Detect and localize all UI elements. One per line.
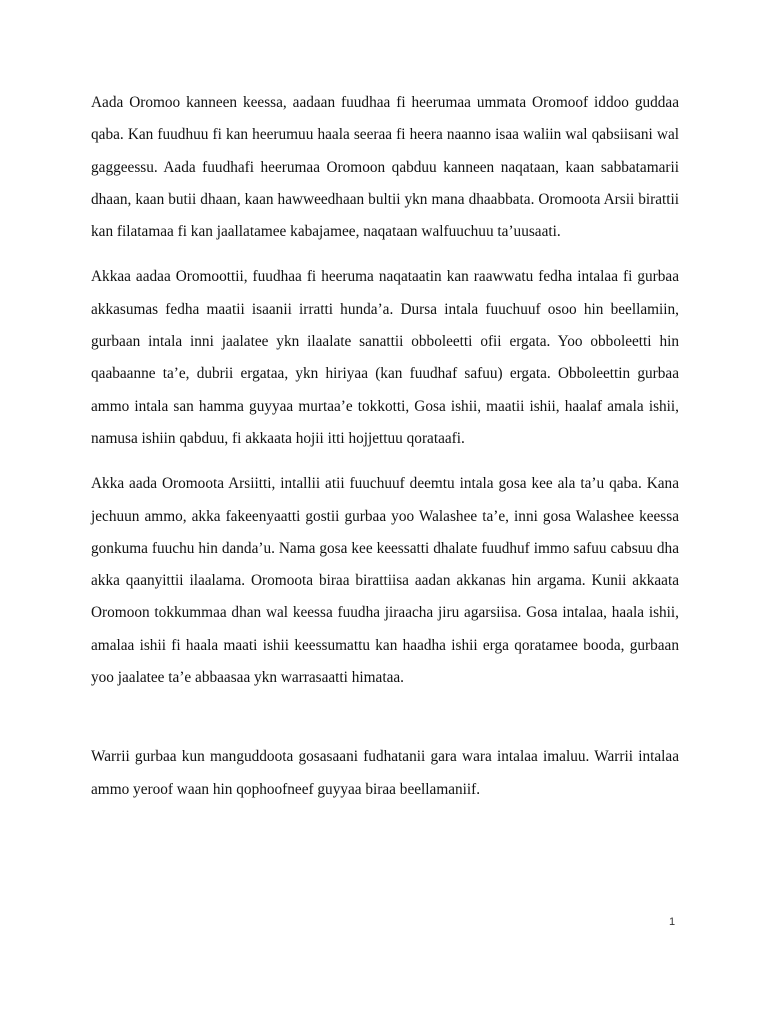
document-body xyxy=(91,87,679,806)
paragraph-3: Akka aada Oromoota Arsiitti, intallii atii fuuchuuf deemtu intala gosa kee ala ta’u qaba. Kana jechuun ammo, akka fakeenyaatti gostii gurbaa yoo Walashee ta’e, inni gosa Walashee keessa gonkuma fuuchu hin danda’u. Nama gosa kee keessatti dhalate fuudhuf immo safuu cabsuu dha akka qaanyittii ilaalama. Oromoota biraa birattiisa aadan akkanas hin argama. Kunii akkaata Oromoon tokkummaa dhan wal keessa fuudha jiraacha jiru agarsiisa. Gosa intalaa, haala ishii, amalaa ishii fi haala maati ishii keessumattu kan haadha ishii erga qoratamee booda, gurbaan yoo jaalatee ta’e abbaasaa ykn warrasaatti himataa. xyxy=(91,475,679,687)
page-number: 1 xyxy=(669,916,676,928)
paragraph-1: Aada Oromoo kanneen keessa, aadaan fuudhaa fi heerumaa ummata Oromoof iddoo guddaa qaba. Kan fuudhuu fi kan heerumuu haala seeraa fi heera naanno isaa waliin wal qabsiisani wal gaggeessu. Aada fuudhafi heerumaa Oromoon qabduu kanneen naqataan, kaan sabbatamarii dhaan, kaan butii dhaan, kaan hawweedhaan bultii ykn mana dhaabbata. Oromoota Arsii birattii kan filatamaa fi kan jaallatamee kabajamee, naqataan walfuuchuu ta’uusaati. xyxy=(91,94,679,241)
paragraph-2: Akkaa aadaa Oromoottii, fuudhaa fi heeruma naqataatin kan raawwatu fedha intalaa fi gurbaa akkasumas fedha maatii isaanii irratti hunda’a. Dursa intala fuuchuuf osoo hin beellamiin, gurbaan intala inni jaalatee ykn ilaalate sanattii obboleetti ofii ergata. Yoo obboleetti hin qaabaanne ta’e, dubrii ergataa, ykn hiriyaa (kan fuudhaf safuu) ergata. Obboleettin gurbaa ammo intala san hamma guyyaa murtaa’e tokkotti, Gosa ishii, maatii ishii, haalaf amala ishii, namusa ishiin qabduu, fi akkaata hojii itti hojjettuu qorataafi. xyxy=(91,268,679,447)
paragraph-4: Warrii gurbaa kun manguddoota gosasaani fudhatanii gara wara intalaa imaluu. Warrii intalaa ammo yeroof waan hin qophoofneef guyyaa biraa beellamaniif. xyxy=(91,748,679,798)
